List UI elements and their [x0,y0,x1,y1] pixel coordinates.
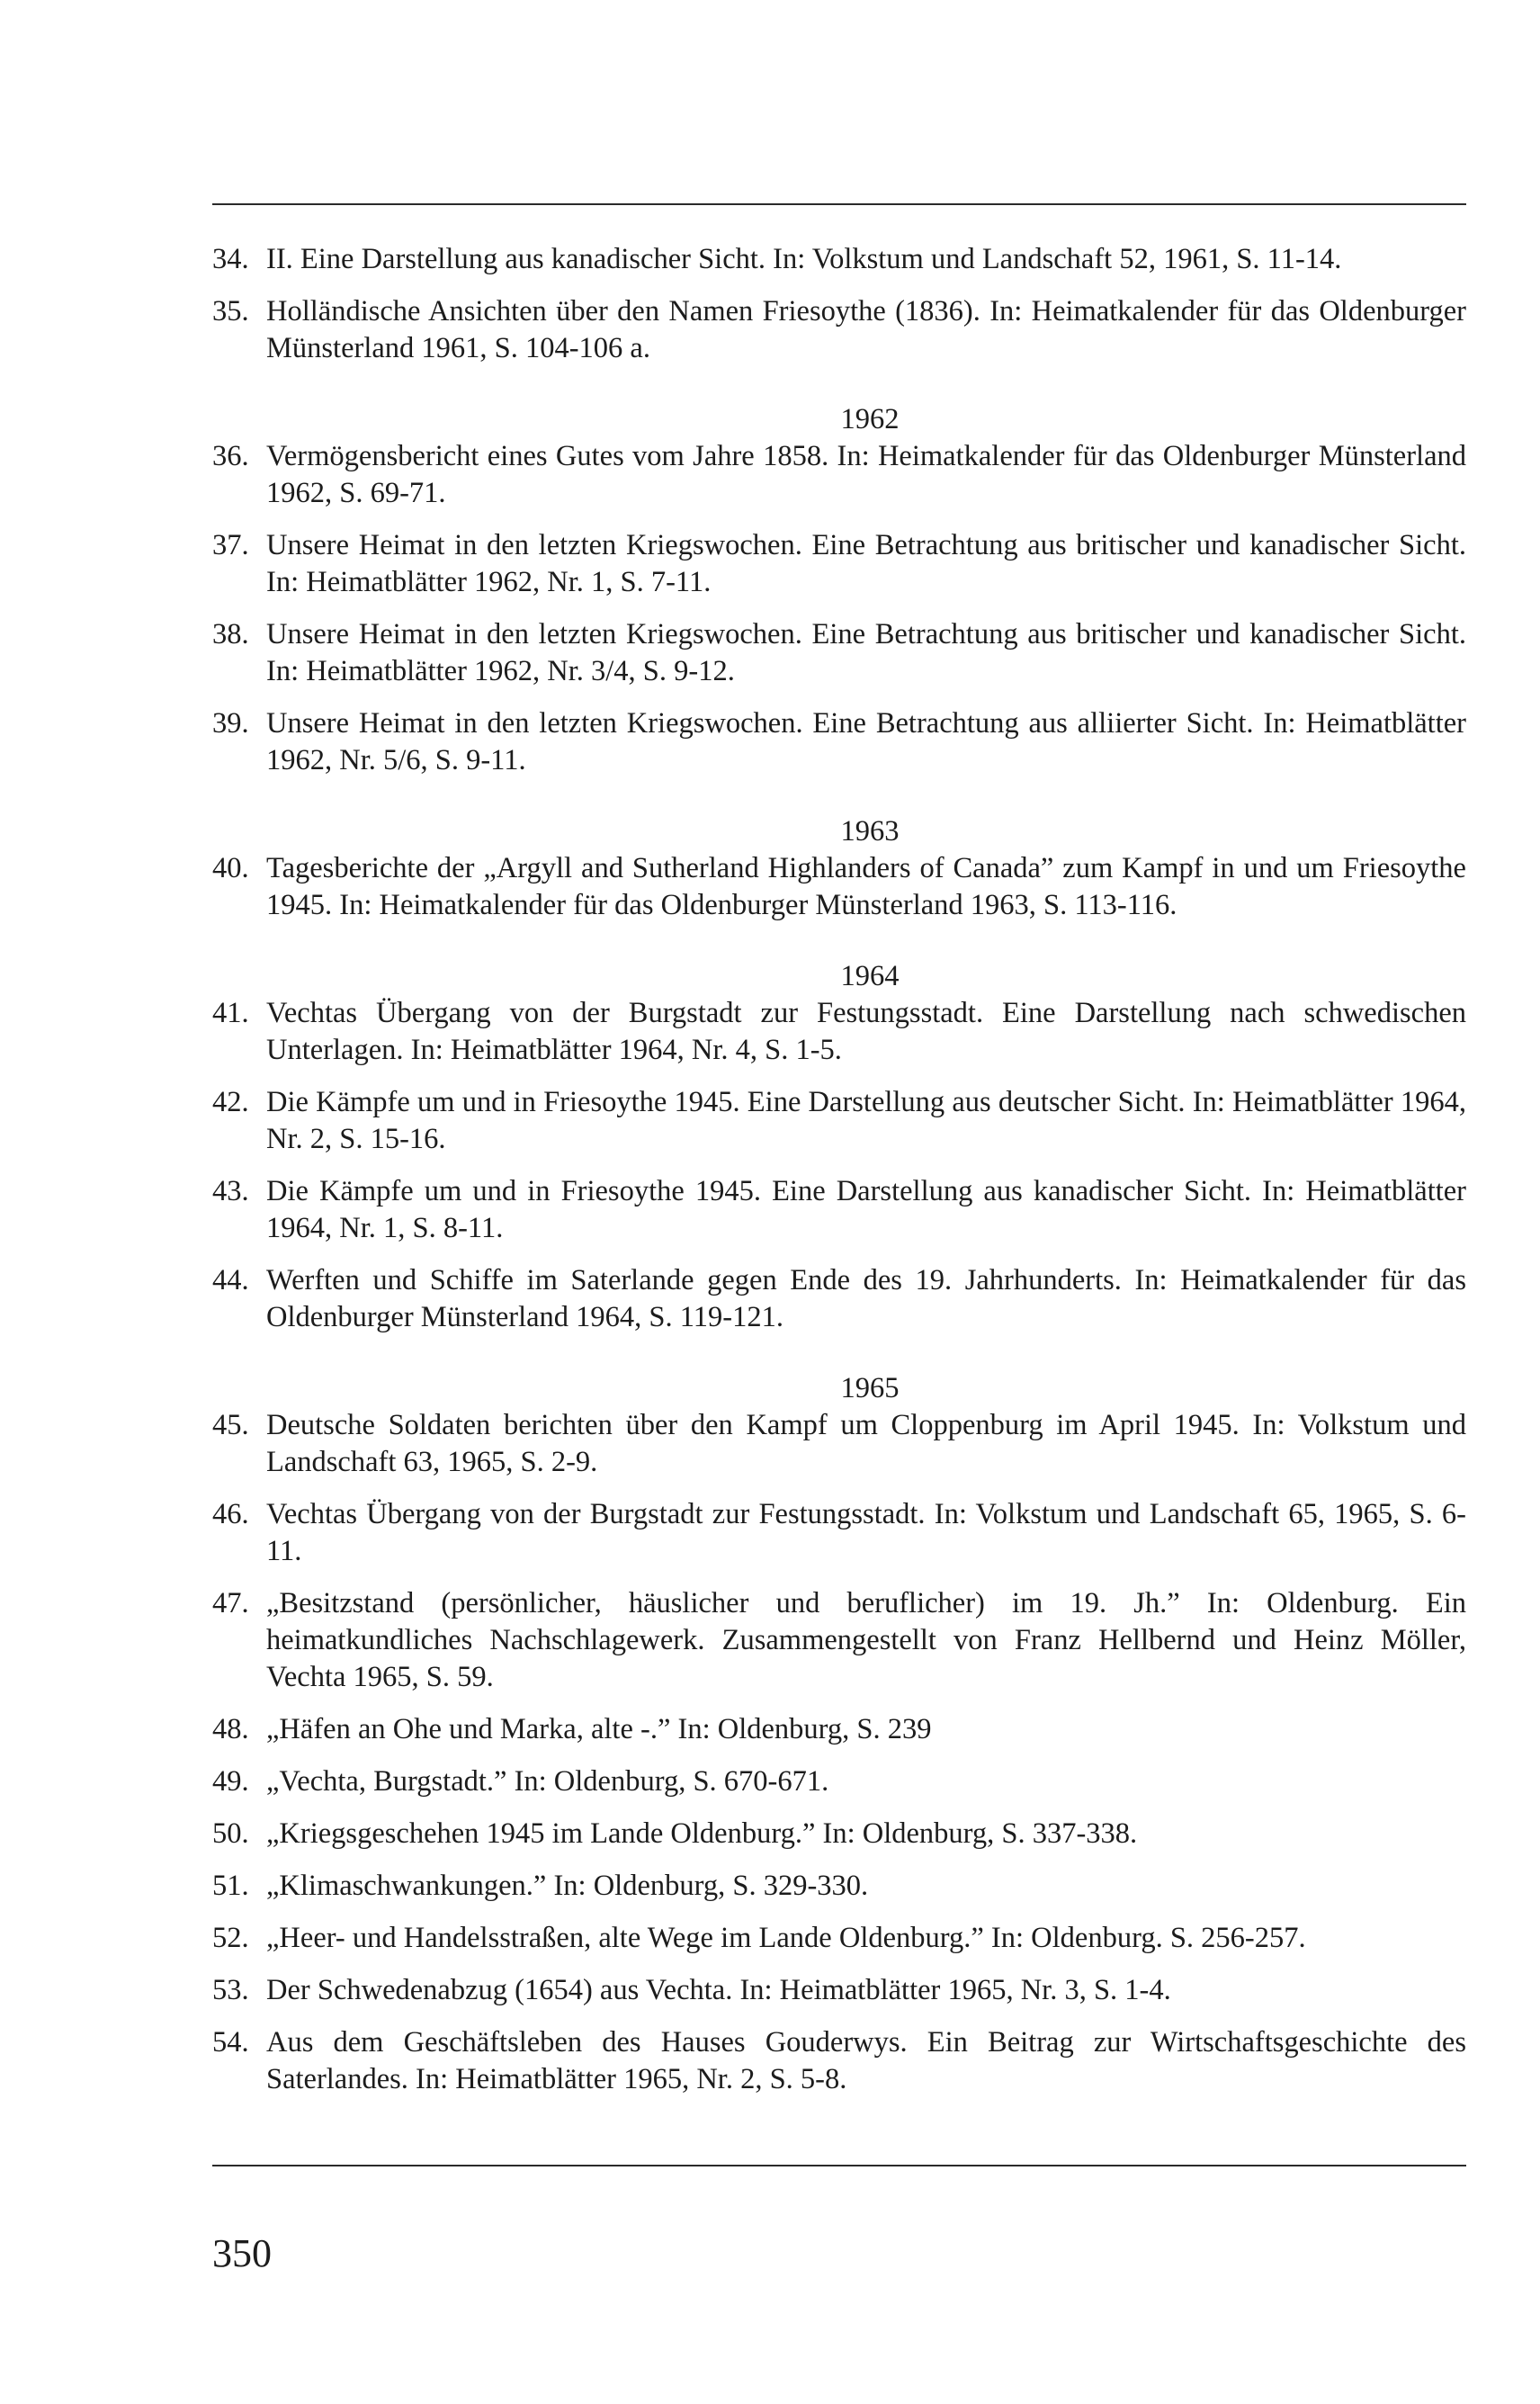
year-heading: 1965 [840,1372,900,1404]
bibliography-entry [212,2024,1472,2098]
entry-number: 40. [212,852,249,884]
bibliography-entry [212,1816,1472,1852]
entry-number: 37. [212,529,249,561]
entry-number: 44. [212,1264,249,1296]
bottom-rule [212,2165,1466,2166]
bibliography-entry [212,850,1472,924]
entry-text: II. Eine Darstellung aus kanadischer Sicht. In: Volkstum und Landschaft 52, 1961, S. 11-14. [266,243,1342,275]
entry-text: Unsere Heimat in den letzten Kriegswochen. Eine Betrachtung aus alliierter Sicht. In: Heimatblätter 1962, Nr. 5/6, S. 9-11. [266,707,1466,776]
entry-number: 53. [212,1974,249,2006]
entry-text: Unsere Heimat in den letzten Kriegswochen. Eine Betrachtung aus britischer und kanadischer Sicht. In: Heimatblätter 1962, Nr. 1, S. 7-11. [266,529,1466,598]
entry-number: 43. [212,1175,249,1207]
bibliography-entry [212,1972,1472,2009]
bibliography-entry [212,1585,1472,1696]
entry-number: 41. [212,997,249,1029]
entry-number: 35. [212,295,249,327]
entry-text: „Besitzstand (persönlicher, häuslicher und beruflicher) im 19. Jh.” In: Oldenburg. Ein heimatkundliches Nachschlagewerk. Zusammengestellt von Franz Hellbernd und Heinz Möller, Vechta 1965, S. 59. [266,1587,1466,1693]
bibliography-entry [212,616,1472,690]
bibliography-list [212,241,1472,2113]
entry-number: 46. [212,1498,249,1530]
entry-number: 54. [212,2026,249,2059]
entry-text: „Kriegsgeschehen 1945 im Lande Oldenburg.” In: Oldenburg, S. 337-338. [266,1817,1138,1850]
entry-text: Der Schwedenabzug (1654) aus Vechta. In: Heimatblätter 1965, Nr. 3, S. 1-4. [266,1974,1171,2006]
entry-number: 39. [212,707,249,740]
entry-text: Holländische Ansichten über den Namen Friesoythe (1836). In: Heimatkalender für das Oldenburger Münsterland 1961, S. 104-106 a. [266,295,1466,364]
bibliography-section [212,241,1472,367]
bibliography-section [212,1370,1472,2098]
entry-text: „Heer- und Handelsstraßen, alte Wege im Lande Oldenburg.” In: Oldenburg. S. 256-257. [266,1922,1306,1954]
bibliography-section [212,958,1472,1336]
entry-number: 49. [212,1765,249,1798]
entry-number: 47. [212,1587,249,1619]
year-heading: 1963 [840,815,900,848]
bibliography-entry [212,527,1472,601]
bibliography-entry [212,1868,1472,1905]
bibliography-entry [212,995,1472,1069]
bibliography-entry [212,705,1472,779]
entry-text: Werften und Schiffe im Saterlande gegen Ende des 19. Jahrhunderts. In: Heimatkalender für das Oldenburger Münsterland 1964, S. 119-121. [266,1264,1466,1333]
bibliography-entry [212,438,1472,512]
bibliography-entry [212,1920,1472,1957]
bibliography-entry [212,1262,1472,1336]
bibliography-entry [212,1407,1472,1481]
entry-number: 51. [212,1870,249,1902]
bibliography-entry [212,1496,1472,1570]
year-heading: 1962 [840,403,900,435]
entry-text: Vermögensbericht eines Gutes vom Jahre 1858. In: Heimatkalender für das Oldenburger Münsterland 1962, S. 69-71. [266,440,1466,509]
entry-text: Aus dem Geschäftsleben des Hauses Gouderwys. Ein Beitrag zur Wirtschaftsgeschichte des Saterlandes. In: Heimatblätter 1965, Nr. 2, S. 5-8. [266,2026,1466,2095]
entry-number: 38. [212,618,249,650]
bibliography-entry [212,1173,1472,1247]
entry-number: 50. [212,1817,249,1850]
bibliography-section [212,401,1472,779]
entry-text: Vechtas Übergang von der Burgstadt zur Festungsstadt. In: Volkstum und Landschaft 65, 1965, S. 6-11. [266,1498,1466,1567]
entry-text: Die Kämpfe um und in Friesoythe 1945. Eine Darstellung aus kanadischer Sicht. In: Heimatblätter 1964, Nr. 1, S. 8-11. [266,1175,1466,1244]
entry-text: „Häfen an Ohe und Marka, alte -.” In: Oldenburg, S. 239 [266,1713,932,1745]
entry-text: Unsere Heimat in den letzten Kriegswochen. Eine Betrachtung aus britischer und kanadischer Sicht. In: Heimatblätter 1962, Nr. 3/4, S. 9-12. [266,618,1466,687]
entry-text: „Vechta, Burgstadt.” In: Oldenburg, S. 670-671. [266,1765,829,1798]
entry-number: 45. [212,1409,249,1441]
entry-number: 48. [212,1713,249,1745]
page-number: 350 [212,2231,272,2275]
top-rule [212,203,1466,205]
bibliography-entry [212,1711,1472,1748]
entry-text: Deutsche Soldaten berichten über den Kampf um Cloppenburg im April 1945. In: Volkstum und Landschaft 63, 1965, S. 2-9. [266,1409,1466,1478]
year-heading: 1964 [840,960,900,992]
bibliography-entry [212,1084,1472,1158]
entry-text: Tagesberichte der „Argyll and Sutherland Highlanders of Canada” zum Kampf in und um Friesoythe 1945. In: Heimatkalender für das Oldenburger Münsterland 1963, S. 113-116. [266,852,1466,921]
entry-number: 42. [212,1086,249,1118]
bibliography-entry [212,241,1472,278]
entry-text: „Klimaschwankungen.” In: Oldenburg, S. 329-330. [266,1870,869,1902]
bibliography-section [212,813,1472,924]
entry-number: 36. [212,440,249,472]
entry-text: Vechtas Übergang von der Burgstadt zur Festungsstadt. Eine Darstellung nach schwedischen Unterlagen. In: Heimatblätter 1964, Nr. 4, S. 1-5. [266,997,1466,1066]
entry-text: Die Kämpfe um und in Friesoythe 1945. Eine Darstellung aus deutscher Sicht. In: Heimatblätter 1964, Nr. 2, S. 15-16. [266,1086,1466,1155]
entry-number: 52. [212,1922,249,1954]
bibliography-entry [212,1763,1472,1800]
bibliography-entry [212,293,1472,367]
entry-number: 34. [212,243,249,275]
